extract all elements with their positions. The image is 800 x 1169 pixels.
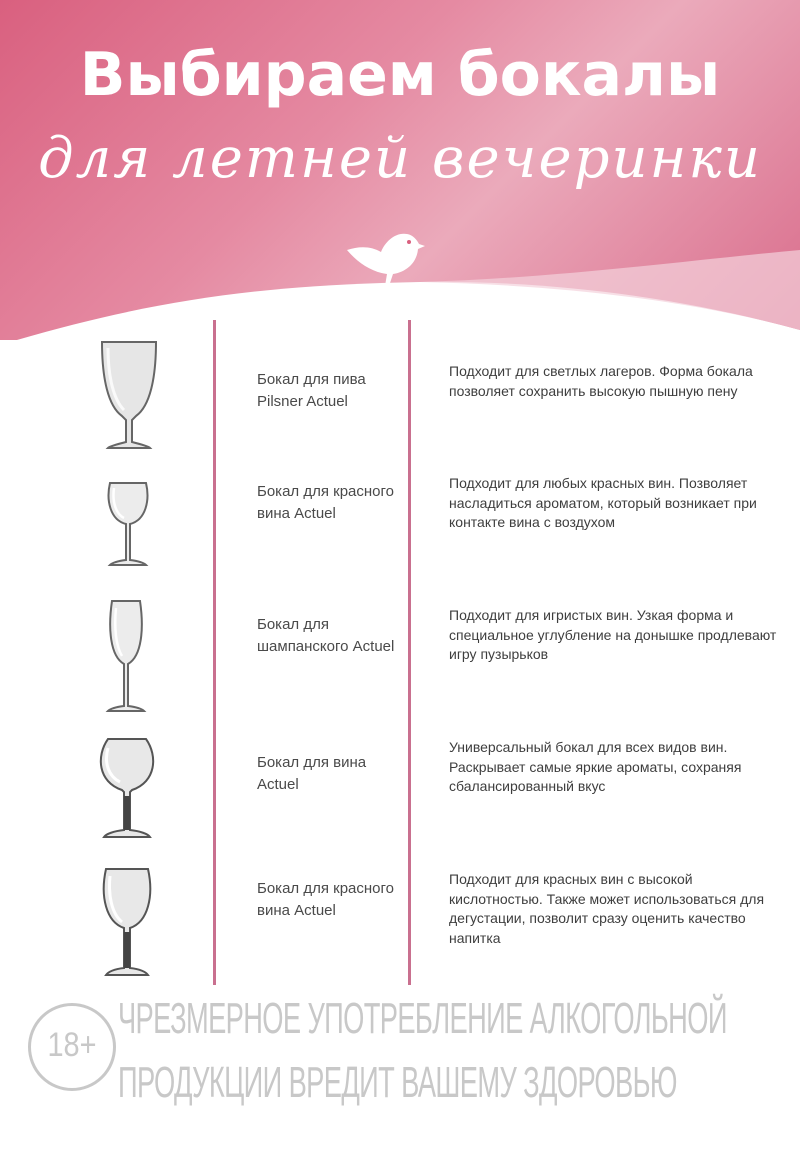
glass-name: Бокал для красного вина Actuel xyxy=(257,483,394,522)
glass-description: Подходит для светлых лагеров. Форма бокала позволяет сохранить высокую пышную пену xyxy=(449,363,753,399)
warning-text-line-2: ПРОДУКЦИИ ВРЕДИТ ВАШЕМУ ЗДОРОВЬЮ xyxy=(118,1058,677,1107)
red-wine-glass-icon xyxy=(104,480,152,568)
column-divider-right xyxy=(408,320,411,985)
beer-glass-icon xyxy=(96,338,162,452)
column-divider-left xyxy=(213,320,216,985)
glass-description: Подходит для игристых вин. Узкая форма и специальное углубление на донышке продлевают игру пузырьков xyxy=(449,607,777,662)
glass-name: Бокал для пива Pilsner Actuel xyxy=(257,371,366,410)
glass-name: Бокал для шампанского Actuel xyxy=(257,616,395,655)
warning-text-line-1: ЧРЕЗМЕРНОЕ УПОТРЕБЛЕНИЕ АЛКОГОЛЬНОЙ xyxy=(118,994,727,1043)
glass-name: Бокал для вина Actuel xyxy=(257,754,367,793)
page-subtitle: для летней вечеринки xyxy=(38,126,762,191)
header-banner xyxy=(0,0,800,340)
age-restriction-label: 18+ xyxy=(47,1026,97,1064)
glass-description: Универсальный бокал для всех видов вин. Раскрывает самые яркие ароматы, сохраняя сбалансированный вкус xyxy=(449,739,742,794)
red-wine-glass-icon xyxy=(98,866,156,978)
glass-description: Подходит для любых красных вин. Позволяет насладиться ароматом, который возникает при контакте вина с воздухом xyxy=(449,475,757,530)
champagne-glass-icon xyxy=(100,598,152,714)
glass-description: Подходит для красных вин с высокой кислотностью. Также может использоваться для дегустации, позволит сразу оценить качество напитка xyxy=(449,871,765,946)
page-title: Выбираем бокалы xyxy=(79,40,721,110)
wine-glass-icon xyxy=(96,736,158,840)
bird-icon xyxy=(345,222,425,288)
glass-name: Бокал для красного вина Actuel xyxy=(257,880,394,919)
